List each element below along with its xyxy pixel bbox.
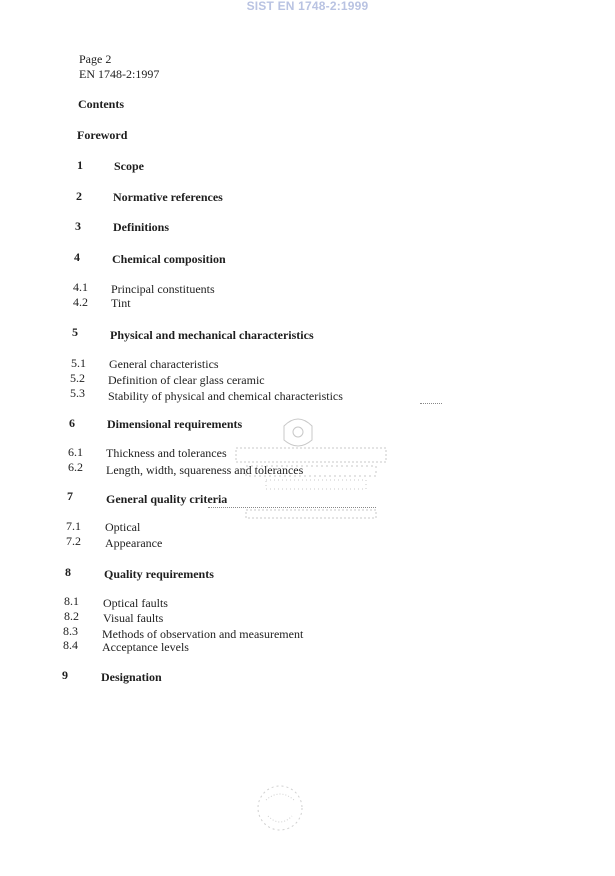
toc-heading: General quality criteria bbox=[106, 492, 228, 506]
toc-item: Methods of observation and measurement bbox=[102, 627, 304, 641]
toc-number: 8.3 bbox=[63, 624, 78, 638]
toc-number: 5.1 bbox=[71, 356, 86, 370]
library-stamp bbox=[226, 408, 396, 523]
toc-item: Tint bbox=[111, 296, 131, 310]
toc-item: Principal constituents bbox=[111, 282, 215, 296]
toc-heading: Dimensional requirements bbox=[107, 417, 243, 431]
watermark: SIST EN 1748-2:1999 bbox=[246, 0, 369, 13]
toc-number: 6.1 bbox=[68, 445, 83, 459]
toc-number: 9 bbox=[62, 668, 68, 682]
toc-item: Visual faults bbox=[103, 611, 164, 625]
toc-heading: Physical and mechanical characteristics bbox=[110, 328, 314, 342]
toc-number: 8.4 bbox=[63, 638, 78, 652]
toc-item: Definition of clear glass ceramic bbox=[108, 373, 265, 387]
toc-item: Appearance bbox=[105, 536, 163, 550]
toc-heading: Definitions bbox=[113, 220, 170, 234]
toc-number: 8.1 bbox=[64, 594, 79, 608]
toc-item: General characteristics bbox=[109, 357, 219, 371]
toc-number: 4 bbox=[74, 250, 80, 264]
toc-item: Thickness and tolerances bbox=[106, 446, 227, 460]
dotted-mark bbox=[420, 403, 442, 404]
dotted-leader bbox=[208, 507, 376, 508]
toc-number: 6.2 bbox=[68, 460, 83, 474]
toc-number: 5.2 bbox=[70, 371, 85, 385]
toc-number: 6 bbox=[69, 416, 75, 430]
toc-heading: Chemical composition bbox=[112, 252, 226, 266]
toc-number: 5 bbox=[72, 325, 78, 339]
toc-item: Length, width, squareness and tolerances bbox=[106, 463, 304, 477]
seal-stamp bbox=[252, 780, 312, 840]
toc-heading: Normative references bbox=[113, 190, 223, 204]
standard-number: EN 1748-2:1997 bbox=[79, 67, 160, 81]
toc-number: 8 bbox=[65, 565, 71, 579]
toc-item: Optical bbox=[105, 520, 141, 534]
toc-item: Stability of physical and chemical characteristics bbox=[108, 389, 343, 403]
toc-number: 3 bbox=[75, 219, 81, 233]
toc-heading: Quality requirements bbox=[104, 567, 214, 581]
toc-number: 7 bbox=[67, 489, 73, 503]
toc-number: 8.2 bbox=[64, 609, 79, 623]
toc-number: 4.2 bbox=[73, 295, 88, 309]
page-label: Page 2 bbox=[79, 52, 112, 66]
toc-item: Optical faults bbox=[103, 596, 168, 610]
toc-number: 2 bbox=[76, 189, 82, 203]
toc-number: 5.3 bbox=[70, 386, 85, 400]
toc-number: 4.1 bbox=[73, 280, 88, 294]
contents-heading: Contents bbox=[78, 97, 125, 111]
toc-number: 7.2 bbox=[66, 534, 81, 548]
foreword-entry: Foreword bbox=[77, 128, 128, 142]
toc-number: 1 bbox=[77, 158, 83, 172]
toc-number: 7.1 bbox=[66, 519, 81, 533]
toc-item: Acceptance levels bbox=[102, 640, 189, 654]
toc-heading: Scope bbox=[114, 159, 144, 173]
toc-heading: Designation bbox=[101, 670, 162, 684]
